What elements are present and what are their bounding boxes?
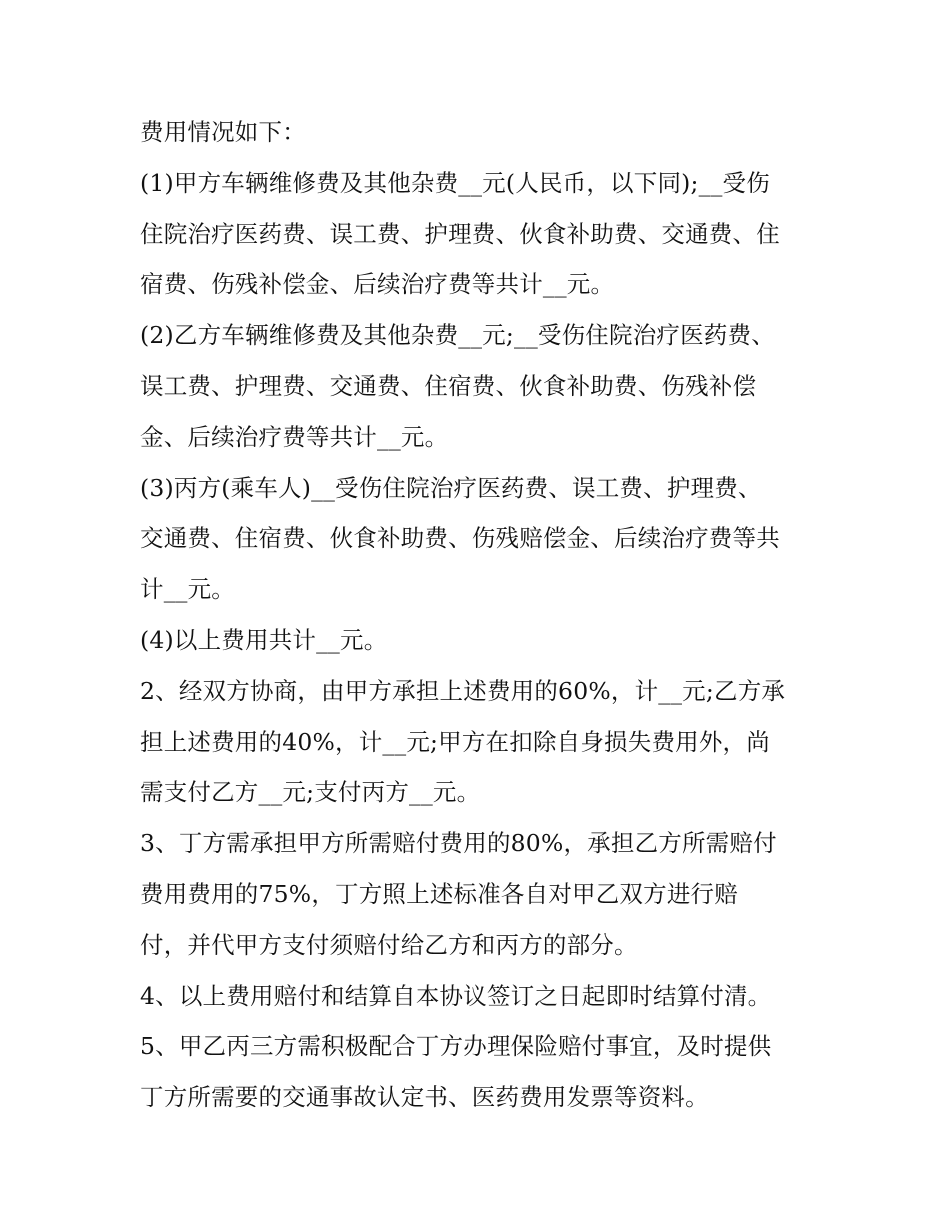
text-line: (1)甲方车辆维修费及其他杂费__元(人民币，以下同);__受伤: [140, 168, 770, 197]
document-body: [140, 107, 820, 1123]
text-line: 3、丁方需承担甲方所需赔付费用的80%，承担乙方所需赔付: [140, 829, 777, 858]
text-line: 计__元。: [140, 575, 235, 604]
text-line: 5、甲乙丙三方需积极配合丁方办理保险赔付事宜，及时提供: [140, 1032, 772, 1061]
text-line: (2)乙方车辆维修费及其他杂费__元;__受伤住院治疗医药费、: [140, 321, 775, 350]
text-line: 丁方所需要的交通事故认定书、医药费用发票等资料。: [140, 1083, 709, 1112]
text-line: 住院治疗医药费、误工费、护理费、伙食补助费、交通费、住: [140, 219, 780, 248]
text-line: 付，并代甲方支付须赔付给乙方和丙方的部分。: [140, 930, 638, 959]
text-line: 4、以上费用赔付和结算自本协议签订之日起即时结算付清。: [140, 981, 772, 1010]
text-line: 需支付乙方__元;支付丙方__元。: [140, 778, 481, 807]
text-line: 金、后续治疗费等共计__元。: [140, 422, 449, 451]
text-line: 交通费、住宿费、伙食补助费、伤残赔偿金、后续治疗费等共: [140, 524, 780, 553]
text-line: (3)丙方(乘车人)__受伤住院治疗医药费、误工费、护理费、: [140, 473, 762, 502]
text-line: 担上述费用的40%，计__元;甲方在扣除自身损失费用外，尚: [140, 727, 770, 756]
text-line: 费用费用的75%，丁方照上述标准各自对甲乙双方进行赔: [140, 879, 738, 908]
text-line: 误工费、护理费、交通费、住宿费、伙食补助费、伤残补偿: [140, 371, 757, 400]
text-line: (4)以上费用共计__元。: [140, 625, 388, 654]
text-line: 费用情况如下：: [140, 118, 306, 146]
text-line: 2、经双方协商，由甲方承担上述费用的60%，计__元;乙方承: [140, 676, 786, 705]
text-line: 宿费、伤残补偿金、后续治疗费等共计__元。: [140, 270, 615, 299]
